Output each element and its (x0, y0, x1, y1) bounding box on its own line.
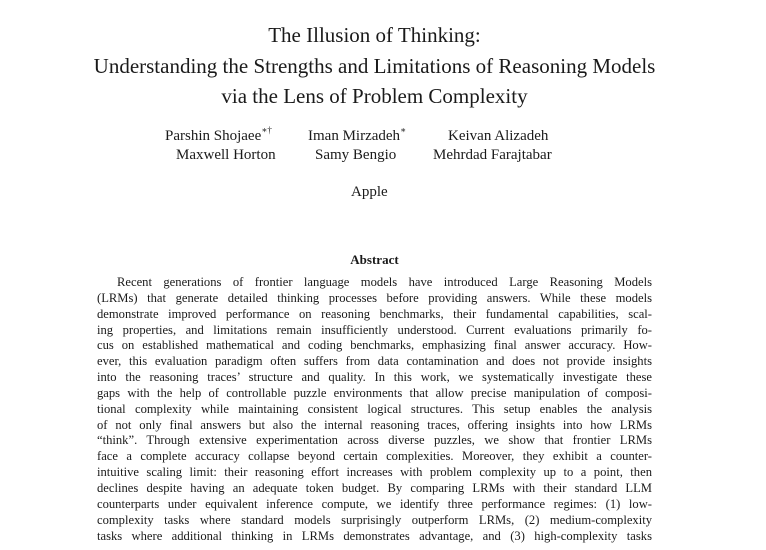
abstract-line: of not only final answers but also the internal reasoning traces, offering insights into how LRMs (97, 417, 652, 432)
abstract-line: tasks where additional thinking in LRMs demonstrates advantage, and (3) high-complexity tasks (97, 528, 652, 543)
author-name-text: Keivan Alizadeh (448, 128, 549, 144)
abstract-line: Recent generations of frontier language models have introduced Large Reasoning Models (117, 275, 652, 289)
abstract-line: demonstrate improved performance on reasoning benchmarks, their fundamental capabilities, scal- (97, 306, 652, 321)
paper-title-line-2: Understanding the Strengths and Limitations of Reasoning Models (93, 54, 656, 78)
author-name-text: Maxwell Horton (176, 147, 276, 163)
abstract-line: intuitive scaling limit: their reasoning effort increases with problem complexity up to a point, then (97, 465, 652, 480)
author-footnote-mark: ∗† (261, 125, 272, 135)
author-name (165, 126, 272, 146)
author-name-text: Samy Bengio (315, 147, 397, 163)
abstract-line: into the reasoning traces’ structure and quality. In this work, we systematically investigate these (97, 370, 652, 385)
paper-title-line-1: The Illusion of Thinking: (268, 23, 481, 47)
abstract-line: complexity tasks where standard models surprisingly outperform LRMs, (2) medium-complexity (97, 512, 652, 527)
author-name (433, 145, 552, 165)
affiliation: Apple (351, 184, 388, 200)
abstract-line: declines despite having an adequate token budget. By comparing LRMs with their standard LLM (97, 480, 652, 495)
author-name-text: Mehrdad Farajtabar (433, 147, 552, 163)
author-footnote-mark: ∗ (400, 125, 407, 135)
abstract-line: tional complexity while maintaining consistent logical structures. This setup enables the analysis (97, 401, 652, 416)
abstract-line: ever, this evaluation paradigm often suffers from data contamination and does not provide insights (97, 354, 652, 369)
author-name-text: Iman Mirzadeh (308, 128, 401, 144)
author-name (308, 126, 406, 146)
abstract-line: “think”. Through extensive experimentation across diverse puzzles, we show that frontier LRMs (97, 433, 652, 448)
abstract-line: cus on established mathematical and coding benchmarks, emphasizing final answer accuracy. How- (97, 338, 652, 353)
author-name-text: Parshin Shojaee (165, 128, 262, 144)
abstract-line: face a complete accuracy collapse beyond certain complexities. Moreover, they exhibit a counter- (97, 449, 652, 464)
author-name (315, 145, 396, 165)
abstract-line: counterparts under equivalent inference compute, we identify three performance regimes: (1) low- (97, 496, 652, 511)
abstract-line: (LRMs) that generate detailed thinking processes before providing answers. While these models (97, 290, 652, 305)
abstract-line: gaps with the help of controllable puzzle environments that allow precise manipulation of composi- (97, 385, 652, 400)
abstract-line: ing properties, and limitations remain insufficiently understood. Current evaluations primarily fo- (97, 322, 652, 337)
author-name (176, 145, 276, 165)
abstract-body (97, 275, 652, 544)
paper-title-line-3: via the Lens of Problem Complexity (221, 84, 528, 108)
author-name (448, 126, 548, 146)
abstract-heading: Abstract (350, 252, 399, 267)
